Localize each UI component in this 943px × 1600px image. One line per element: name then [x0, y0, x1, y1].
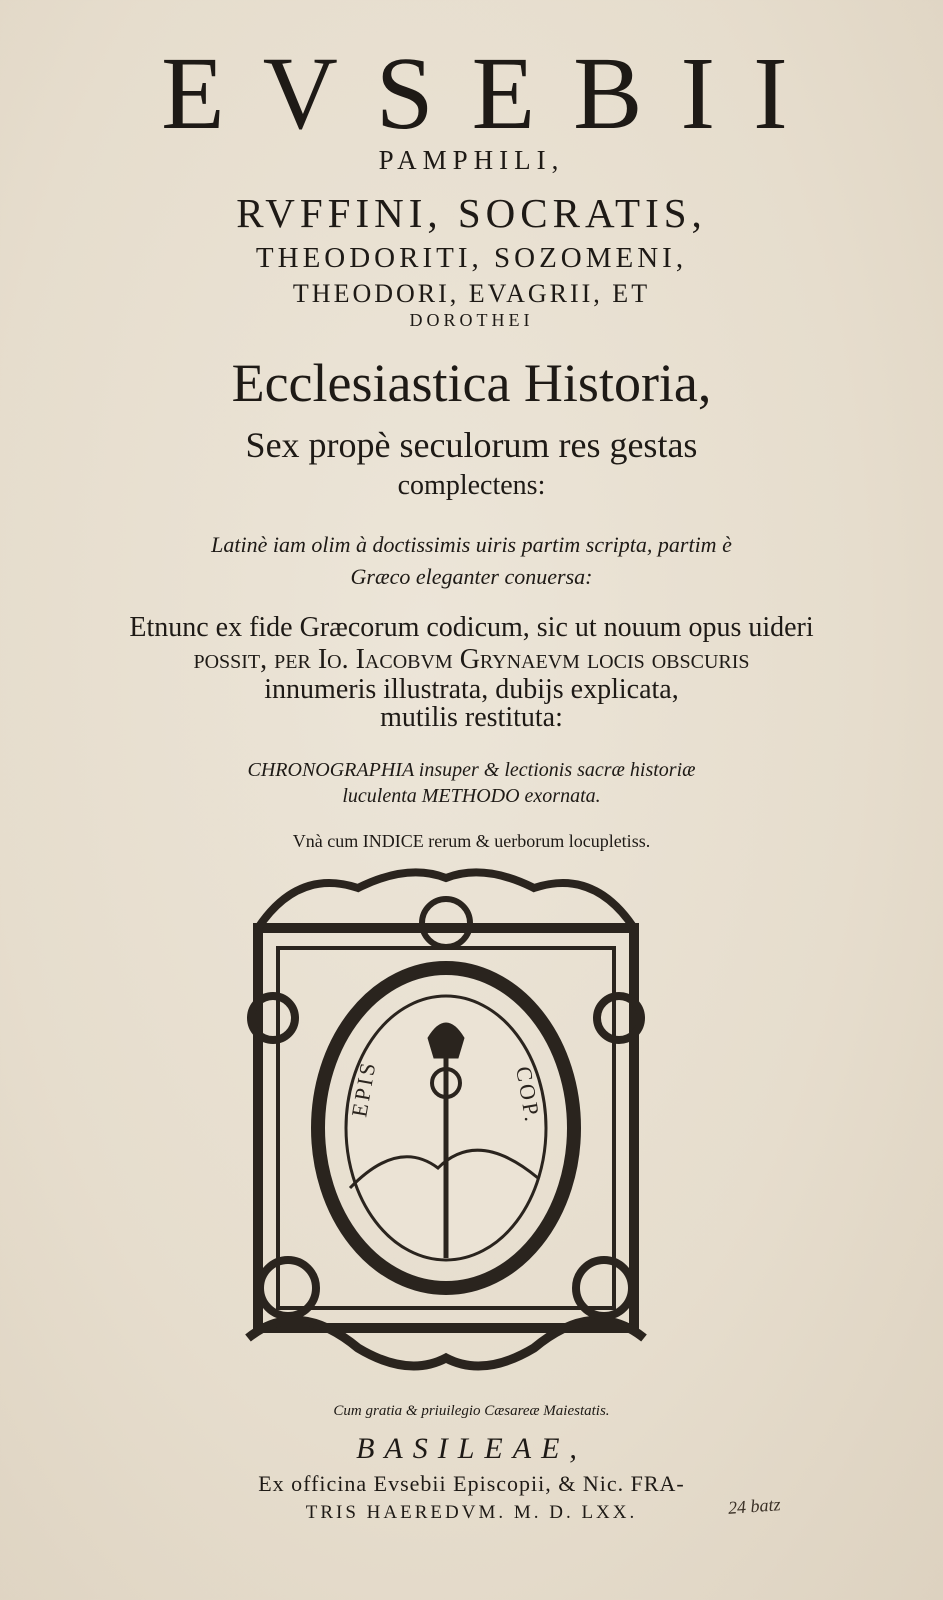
place-of-publication: BASILEAE, [356, 1432, 587, 1465]
chronographia-line: luculenta METHODO exornata. [342, 785, 601, 807]
author-line: THEODORITI, SOZOMENI, [255, 242, 688, 274]
author-line: THEODORI, EVAGRII, ET [292, 279, 651, 308]
privilege-line: Cum gratia & priuilegio Cæsareæ Maiestatis. [333, 1403, 610, 1419]
edition-note-line: innumeris illustrata, dubijs explicata, [264, 674, 679, 705]
subtitle-line: Sex propè seculorum res gestas [245, 425, 698, 465]
index-note: Vnà cum INDICE rerum & uerborum locupletiss. [292, 831, 651, 851]
printers-device-woodcut [238, 868, 654, 1384]
italic-note-line: Græco eleganter conuersa: [350, 564, 593, 589]
device-right-text: COP. [511, 1064, 546, 1126]
subtitle-line: complectens: [397, 470, 546, 501]
imprint-line: Ex officina Evsebii Episcopii, & Nic. FRA- [258, 1471, 685, 1496]
author-line: PAMPHILI, [378, 145, 565, 175]
author-line: RVFFINI, SOCRATIS, [236, 190, 707, 236]
device-left-text: EPIS [346, 1058, 381, 1119]
chronographia-line: CHRONOGRAPHIA insuper & lectionis sacræ historiæ [247, 759, 696, 781]
main-title: EVSEBII [161, 36, 826, 151]
italic-note-line: Latinè iam olim à doctissimis uiris partim scripta, partim è [211, 532, 732, 557]
edition-note-line: Etnunc ex fide Græcorum codicum, sic ut nouum opus uideri [129, 612, 814, 643]
work-title: Ecclesiastica Historia, [231, 353, 712, 413]
edition-note-line: possit, per Io. Iacobvm Grynaevm locis obscuris [193, 644, 750, 675]
author-line: DOROTHEI [409, 310, 534, 330]
imprint-line: TRIS HAEREDVM. M. D. LXX. [305, 1502, 638, 1523]
handwritten-note: 24 batz [727, 1494, 782, 1518]
edition-note-line: mutilis restituta: [380, 702, 563, 733]
